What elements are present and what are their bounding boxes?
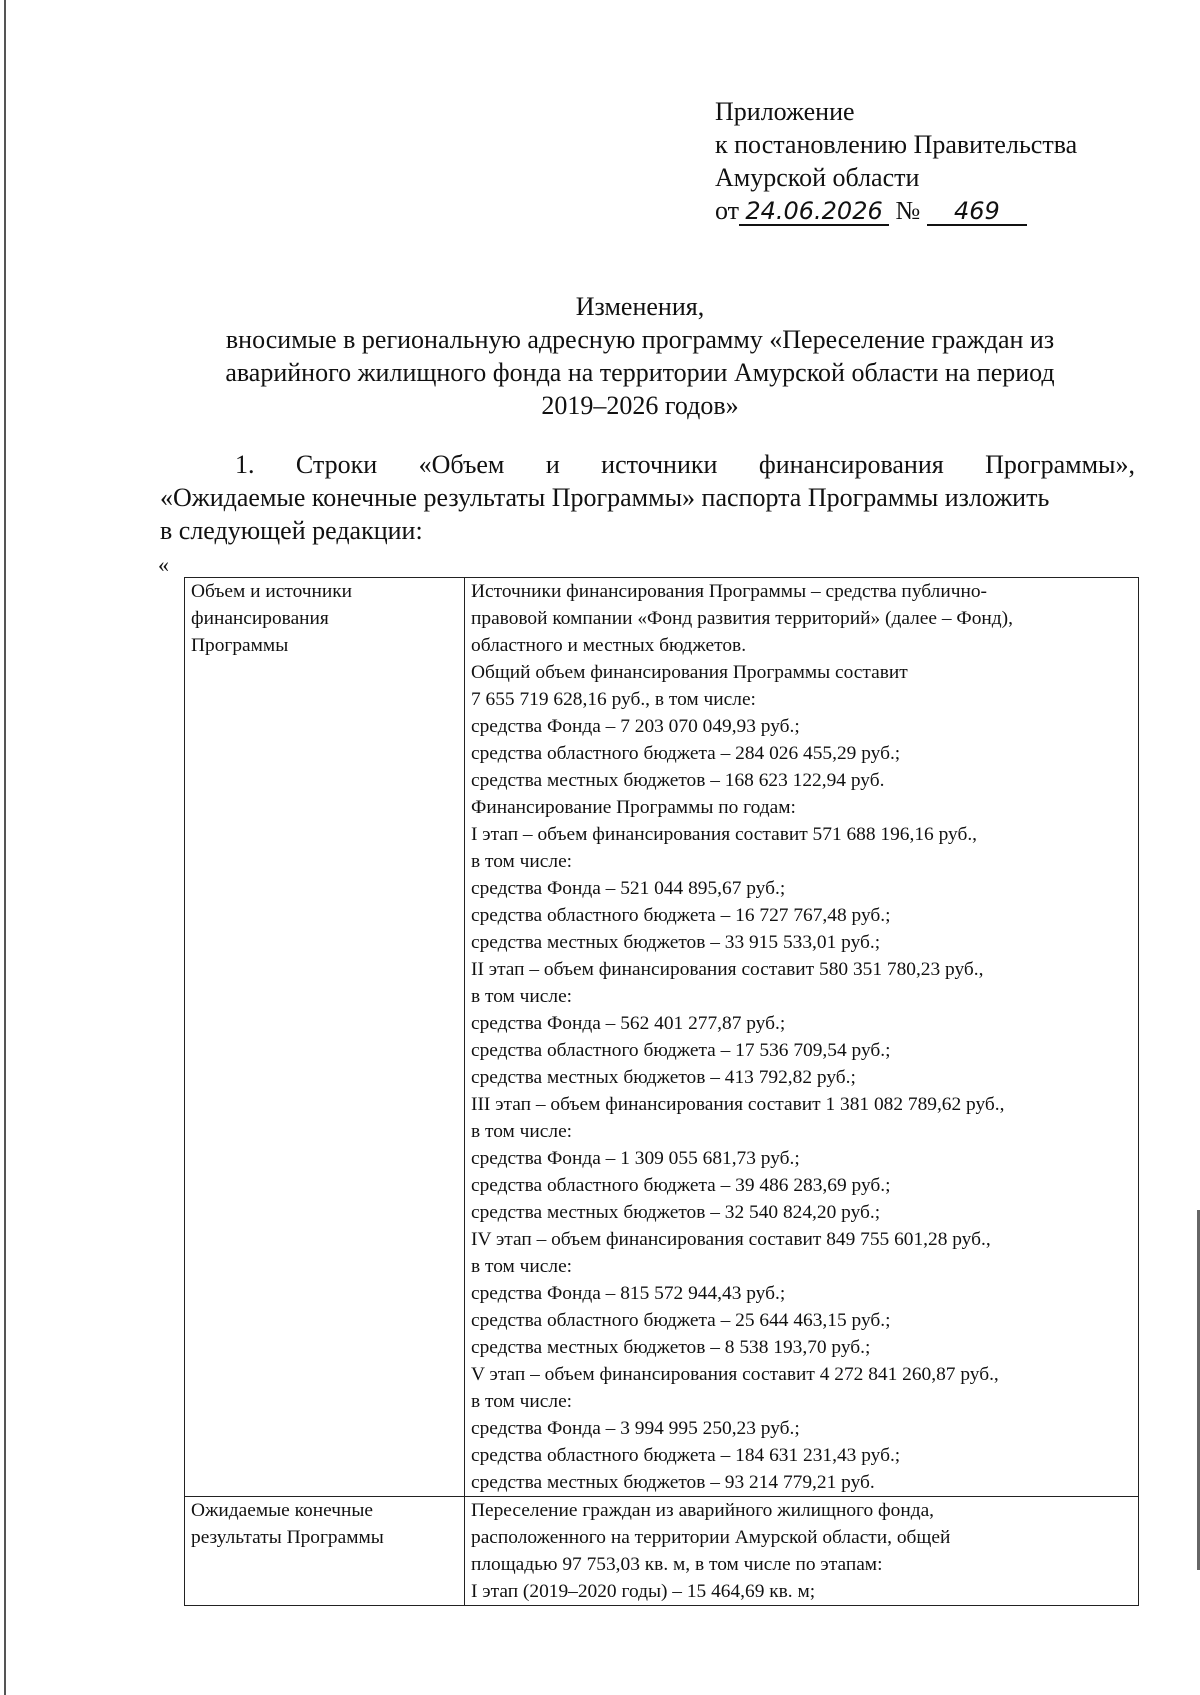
document-title (150, 290, 1130, 422)
table-row-results (185, 1497, 1139, 1606)
financing-value-line: в том числе: (471, 986, 573, 1007)
financing-value-line: средства местных бюджетов – 8 538 193,70 руб.; (471, 1337, 871, 1358)
financing-value-line: Общий объем финансирования Программы составит (471, 662, 908, 683)
results-value-line: расположенного на территории Амурской области, общей (471, 1527, 951, 1548)
financing-value-line: средства местных бюджетов – 168 623 122,94 руб. (471, 770, 885, 791)
financing-value-line: II этап – объем финансирования составит 580 351 780,23 руб., (471, 959, 984, 980)
title-line-4: 2019–2026 годов» (541, 391, 739, 420)
intro-paragraph (160, 448, 1135, 547)
financing-value-cell (465, 578, 1139, 1497)
appendix-date-number-row (715, 194, 1077, 227)
financing-value-line: средства областного бюджета – 17 536 709,54 руб.; (471, 1040, 891, 1061)
financing-value-line: средства областного бюджета – 16 727 767,48 руб.; (471, 905, 891, 926)
financing-value-line: средства Фонда – 7 203 070 049,93 руб.; (471, 716, 800, 737)
financing-value-line: правовой компании «Фонд развития территорий» (далее – Фонд), (471, 608, 1013, 629)
results-label-line: результаты Программы (191, 1527, 384, 1548)
results-label-cell (185, 1497, 465, 1606)
financing-value-line: V этап – объем финансирования составит 4 272 841 260,87 руб., (471, 1364, 999, 1385)
title-line-1: Изменения, (575, 292, 705, 321)
financing-label-line: финансирования (191, 608, 329, 629)
financing-value-line: средства Фонда – 562 401 277,87 руб.; (471, 1013, 786, 1034)
results-value-line: I этап (2019–2020 годы) – 15 464,69 кв. м; (471, 1581, 816, 1602)
financing-value-line: средства Фонда – 3 994 995 250,23 руб.; (471, 1418, 800, 1439)
financing-label-line: Программы (191, 635, 289, 656)
appendix-line-3: Амурской области (715, 163, 920, 192)
financing-value-line: средства областного бюджета – 39 486 283,69 руб.; (471, 1175, 891, 1196)
results-value-cell (465, 1497, 1139, 1606)
financing-value-line: средства местных бюджетов – 413 792,82 руб.; (471, 1067, 856, 1088)
intro-line-3: в следующей редакции: (160, 516, 423, 545)
handwritten-date: 24.06.2026 (739, 198, 889, 226)
title-line-3: аварийного жилищного фонда на территории Амурской области на период (225, 358, 1055, 387)
financing-value-line: Финансирование Программы по годам: (471, 797, 796, 818)
intro-line-1: 1. Строки «Объем и источники финансирования Программы», (235, 450, 1135, 479)
results-value-line: площадью 97 753,03 кв. м, в том числе по этапам: (471, 1554, 883, 1575)
financing-value-line: средства местных бюджетов – 32 540 824,20 руб.; (471, 1202, 881, 1223)
results-label-line: Ожидаемые конечные (191, 1500, 374, 1521)
table-row-financing (185, 578, 1139, 1497)
financing-value-line: средства Фонда – 1 309 055 681,73 руб.; (471, 1148, 800, 1169)
financing-value-line: Источники финансирования Программы – средства публично- (471, 581, 987, 602)
scan-left-edge (4, 0, 6, 1695)
financing-label-cell (185, 578, 465, 1497)
title-line-2: вносимые в региональную адресную программу «Переселение граждан из (225, 325, 1055, 354)
handwritten-number: 469 (927, 198, 1027, 226)
financing-value-line: средства областного бюджета – 284 026 455,29 руб.; (471, 743, 901, 764)
intro-line-2: «Ожидаемые конечные результаты Программы» паспорта Программы изложить (160, 483, 1050, 512)
financing-value-line: средства областного бюджета – 25 644 463,15 руб.; (471, 1310, 891, 1331)
appendix-block (715, 95, 1077, 227)
financing-value-line: средства Фонда – 815 572 944,43 руб.; (471, 1283, 786, 1304)
number-sign: № (895, 196, 921, 225)
financing-label-line: Объем и источники (191, 581, 353, 602)
financing-value-line: 7 655 719 628,16 руб., в том числе: (471, 689, 756, 710)
results-value-line: Переселение граждан из аварийного жилищного фонда, (471, 1500, 935, 1521)
passport-table (184, 577, 1139, 1606)
financing-value-line: средства местных бюджетов – 33 915 533,01 руб.; (471, 932, 881, 953)
financing-value-line: в том числе: (471, 851, 573, 872)
financing-value-line: средства местных бюджетов – 93 214 779,21 руб. (471, 1472, 875, 1493)
financing-value-line: I этап – объем финансирования составит 571 688 196,16 руб., (471, 824, 978, 845)
financing-value-line: областного и местных бюджетов. (471, 635, 747, 656)
financing-value-line: IV этап – объем финансирования составит 849 755 601,28 руб., (471, 1229, 991, 1250)
financing-value-line: в том числе: (471, 1256, 573, 1277)
financing-value-line: в том числе: (471, 1121, 573, 1142)
opening-quote-mark: « (158, 552, 169, 577)
from-prefix: от (715, 196, 740, 225)
financing-value-line: средства Фонда – 521 044 895,67 руб.; (471, 878, 786, 899)
appendix-line-2: к постановлению Правительства (715, 130, 1078, 159)
financing-value-line: в том числе: (471, 1391, 573, 1412)
financing-value-line: средства областного бюджета – 184 631 231,43 руб.; (471, 1445, 901, 1466)
appendix-line-1: Приложение (715, 97, 855, 126)
financing-value-line: III этап – объем финансирования составит 1 381 082 789,62 руб., (471, 1094, 1005, 1115)
